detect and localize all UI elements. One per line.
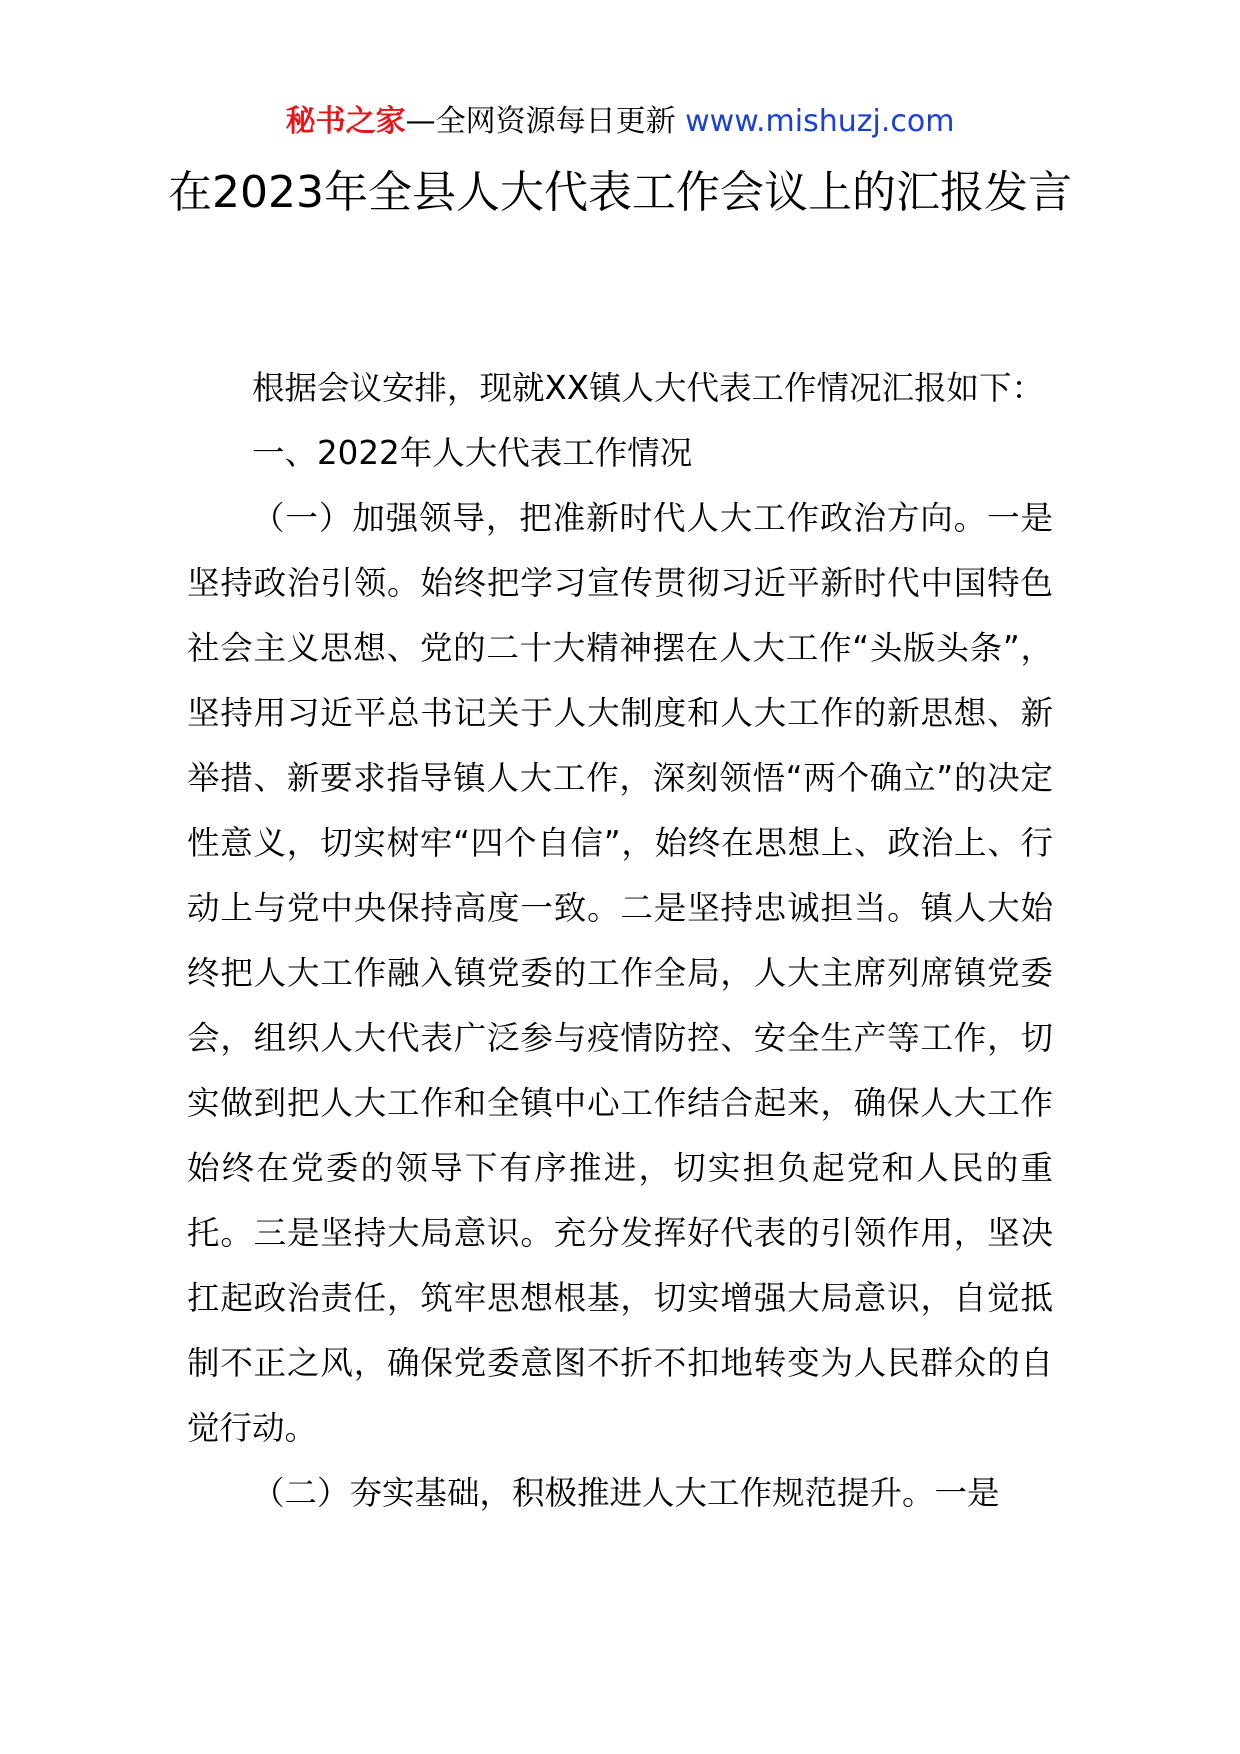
brand-name: 秘书之家 <box>285 104 406 139</box>
paragraph-section-1: （一）加强领导，把准新时代人大工作政治方向。一是坚持政治引领。始终把学习宣传贯彻习近平新时代中国特色社会主义思想、党的二十大精神摆在人大工作“头版头条”，坚持用习近平总书记关于人大制度和人大工作的新思想、新举措、新要求指导镇人大工作，深刻领悟“两个确立”的决定性意义，切实树牢“四个自信”，始终在思想上、政治上、行动上与党中央保持高度一致。二是坚持忠诚担当。镇人大始终把人大工作融入镇党委的工作全局，人大主席列席镇党委会，组织人大代表广泛参与疫情防控、安全生产等工作，切实做到把人大工作和全镇中心工作结合起来，确保人大工作始终在党委的领导下有序推进，切实担负起党和人民的重托。三是坚持大局意识。充分发挥好代表的引领作用，坚决扛起政治责任，筑牢思想根基，切实增强大局意识，自觉抵制不正之风，确保党委意图不折不扣地转变为人民群众的自觉行动。 <box>187 499 1053 1447</box>
paragraph-intro: 根据会议安排，现就XX镇人大代表工作情况汇报如下： <box>252 369 1045 407</box>
document-body <box>187 356 1053 1526</box>
site-header <box>0 100 1240 144</box>
site-url-link[interactable]: www.mishuzj.com <box>685 104 955 139</box>
paragraph-section-2: （二）夯实基础，积极推进人大工作规范提升。一是 <box>252 1474 1000 1512</box>
header-slogan: —全网资源每日更新 <box>405 104 686 139</box>
section-heading: 一、2022年人大代表工作情况 <box>252 434 693 472</box>
document-title: 在2023年全县人大代表工作会议上的汇报发言 <box>168 167 1072 218</box>
